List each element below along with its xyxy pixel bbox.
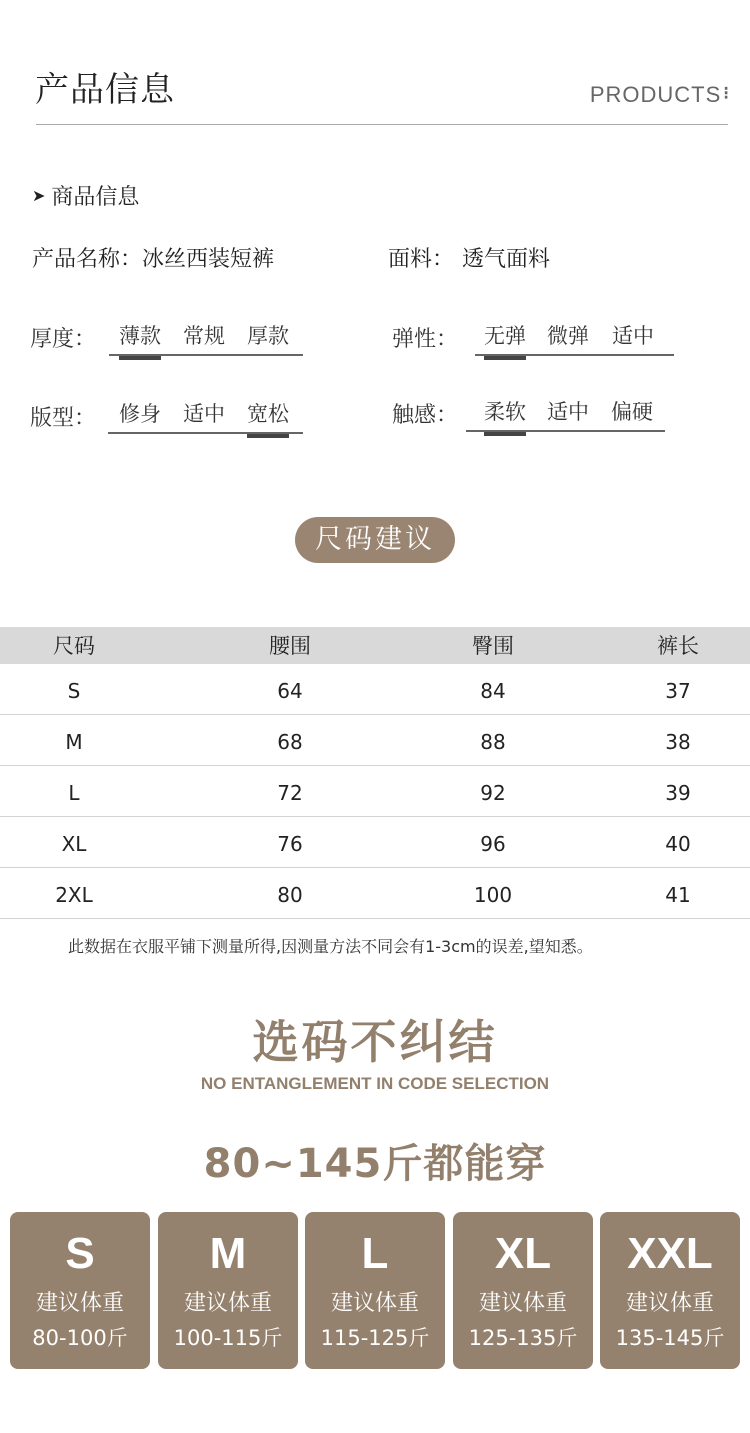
product-name-value: 冰丝西装短裤 — [142, 247, 275, 272]
fabric-label: 面料： — [388, 247, 455, 272]
header-waist: 腰围 — [269, 634, 311, 658]
weight-range-title: 80~145斤都能穿 — [203, 1141, 547, 1187]
thickness-options — [109, 320, 303, 356]
cell-size: S — [67, 679, 81, 703]
elasticity-option-none: 无弹 — [484, 320, 526, 350]
cell-hip: 96 — [480, 832, 506, 856]
cell-size: XL — [61, 832, 87, 856]
size-card-s — [10, 1212, 150, 1369]
card-label: 建议体重 — [625, 1291, 714, 1316]
header-divider — [36, 124, 728, 125]
size-card-xl — [453, 1212, 593, 1369]
fabric-value: 透气面料 — [462, 247, 551, 272]
fit-options — [108, 398, 303, 434]
card-label: 建议体重 — [35, 1291, 124, 1316]
table-row — [0, 868, 750, 919]
card-label: 建议体重 — [183, 1291, 272, 1316]
elasticity-option-medium: 适中 — [612, 324, 654, 348]
table-row — [0, 715, 750, 766]
table-header — [0, 627, 750, 664]
cell-waist: 72 — [277, 781, 303, 805]
fit-option-slim: 修身 — [119, 402, 161, 426]
card-size: XXL — [627, 1229, 713, 1278]
cell-size: M — [65, 730, 83, 754]
touch-label: 触感： — [392, 403, 459, 428]
elasticity-options — [475, 320, 674, 356]
touch-option-hard: 偏硬 — [611, 400, 653, 424]
card-weight: 115-125斤 — [320, 1326, 430, 1350]
cell-waist: 80 — [277, 883, 303, 907]
fit-option-loose: 宽松 — [247, 398, 289, 428]
card-size: XL — [494, 1229, 552, 1278]
table-row — [0, 766, 750, 817]
thickness-option-regular: 常规 — [183, 324, 225, 348]
header-length: 裤长 — [657, 634, 699, 658]
arrow-icon: ➤ — [32, 186, 46, 205]
cell-length: 40 — [665, 832, 691, 856]
size-card-l — [305, 1212, 445, 1369]
product-name-row — [32, 242, 274, 273]
cell-length: 37 — [665, 679, 691, 703]
promo-subtitle: NO ENTANGLEMENT IN CODE SELECTION — [200, 1074, 550, 1093]
table-row — [0, 817, 750, 868]
card-weight: 125-135斤 — [468, 1326, 578, 1350]
table-row — [0, 664, 750, 715]
card-label: 建议体重 — [330, 1291, 419, 1316]
header-size: 尺码 — [53, 634, 95, 658]
cell-waist: 76 — [277, 832, 303, 856]
size-advice-badge: 尺码建议 — [295, 517, 455, 563]
thickness-label: 厚度： — [30, 327, 97, 352]
cell-hip: 100 — [473, 883, 513, 907]
card-weight: 80-100斤 — [32, 1326, 128, 1350]
cell-hip: 92 — [480, 781, 506, 805]
touch-option-medium: 适中 — [547, 400, 589, 424]
product-name-label: 产品名称： — [32, 247, 143, 272]
thickness-option-thin: 薄款 — [119, 320, 161, 350]
elasticity-label: 弹性： — [392, 327, 459, 352]
section-heading — [32, 180, 139, 211]
dots-icon: ⁝ — [723, 83, 730, 103]
cell-size: 2XL — [55, 883, 93, 907]
size-card-m — [158, 1212, 298, 1369]
elasticity-option-slight: 微弹 — [547, 324, 589, 348]
card-weight: 100-115斤 — [173, 1326, 283, 1350]
page-subtitle — [590, 82, 730, 108]
cell-waist: 64 — [277, 679, 303, 703]
fit-option-regular: 适中 — [183, 402, 225, 426]
card-label: 建议体重 — [478, 1291, 567, 1316]
card-size: L — [361, 1229, 389, 1278]
cell-waist: 68 — [277, 730, 303, 754]
cell-hip: 84 — [480, 679, 506, 703]
cell-size: L — [68, 781, 80, 805]
section-title: 商品信息 — [51, 185, 140, 210]
cell-length: 39 — [665, 781, 691, 805]
page-title: 产品信息 — [35, 70, 175, 110]
header-hip: 臀围 — [472, 634, 514, 658]
measurement-note: 此数据在衣服平铺下测量所得,因测量方法不同会有1-3cm的误差,望知悉。 — [68, 937, 593, 956]
fabric-row — [388, 242, 550, 273]
promo-title: 选码不纠结 — [252, 1015, 498, 1069]
fit-label: 版型： — [30, 406, 97, 431]
touch-option-soft: 柔软 — [484, 396, 526, 426]
size-table — [0, 627, 750, 919]
cell-length: 41 — [665, 883, 691, 907]
card-weight: 135-145斤 — [615, 1326, 725, 1350]
thickness-option-thick: 厚款 — [247, 324, 289, 348]
cell-length: 38 — [665, 730, 691, 754]
subtitle-text: PRODUCTS — [589, 82, 722, 107]
card-size: S — [65, 1229, 95, 1278]
card-size: M — [209, 1229, 247, 1278]
size-card-xxl — [600, 1212, 740, 1369]
cell-hip: 88 — [480, 730, 506, 754]
touch-options — [466, 396, 665, 432]
